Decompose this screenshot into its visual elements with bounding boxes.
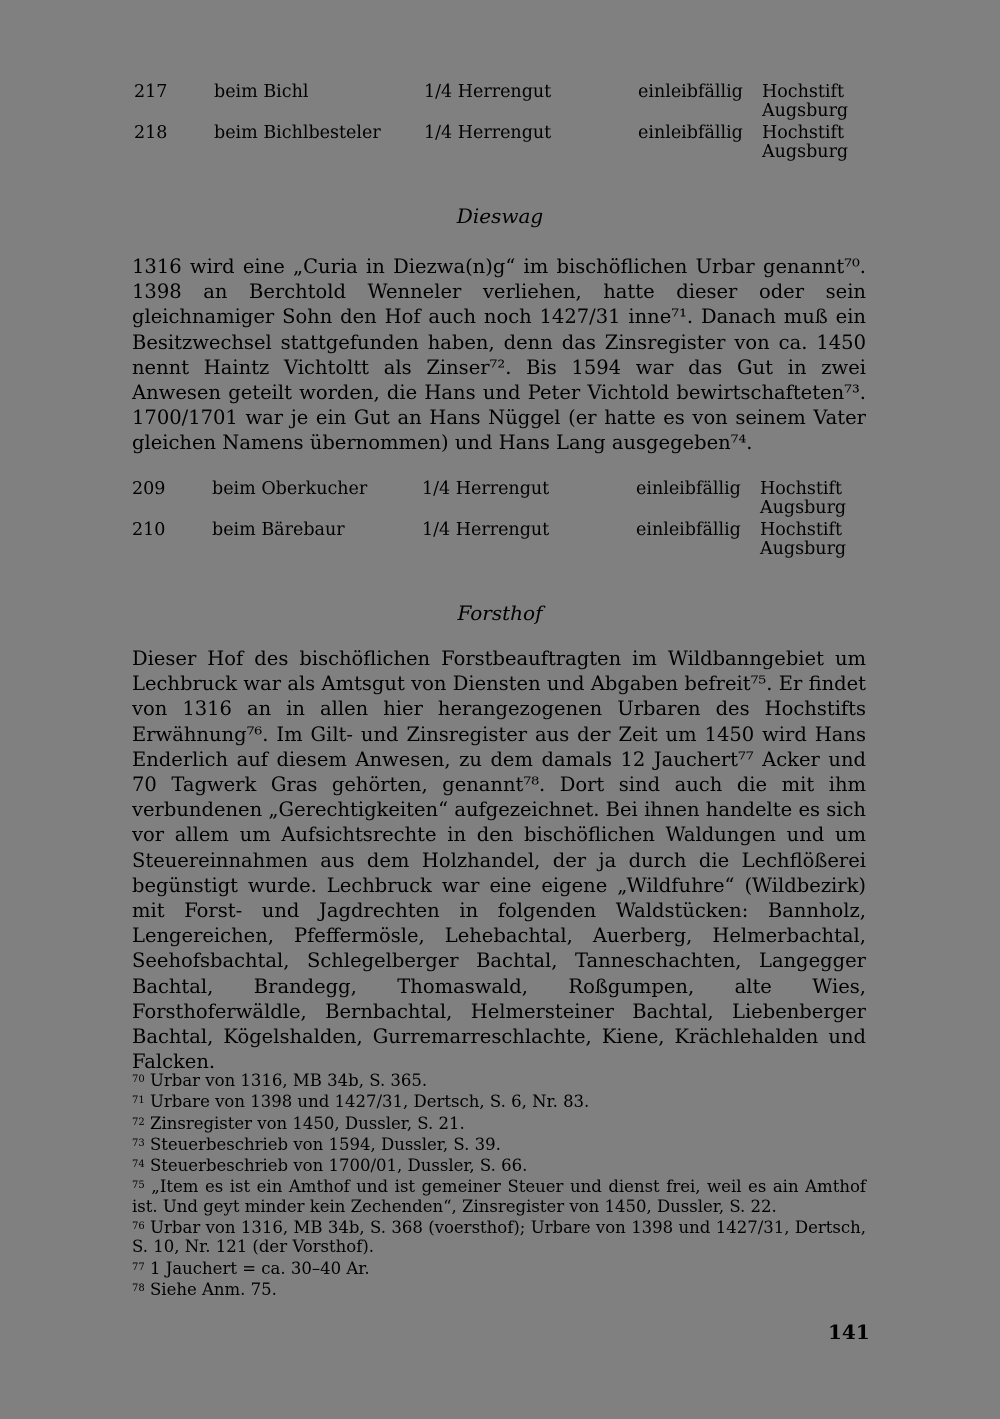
holding-tenure: einleibfällig xyxy=(638,123,743,143)
holding-size: 1/4 Herrengut xyxy=(424,82,552,102)
footnote: $^{71}$ Urbare von 1398 und 1427/31, Dertsch, S. 6, Nr. 83. xyxy=(132,1092,590,1112)
section-heading: Forsthof xyxy=(457,601,543,625)
holding-owner-cont: Augsburg xyxy=(762,142,849,162)
holding-owner: Hochstift xyxy=(762,82,844,102)
holding-name: beim Bichlbesteler xyxy=(214,123,381,143)
holding-number: 217 xyxy=(134,82,168,102)
footnote: $^{74}$ Steuerbeschrieb von 1700/01, Dussler, S. 66. xyxy=(132,1156,528,1176)
table-row xyxy=(134,123,864,163)
table-row xyxy=(132,520,862,560)
footnote: $^{77}$ 1 Jauchert = ca. 30–40 Ar. xyxy=(132,1258,370,1278)
table-row xyxy=(134,82,864,122)
holding-name: beim Bichl xyxy=(214,82,309,102)
body-paragraph: Dieser Hof des bischöflichen Forstbeauftragten im Wildbanngebiet um Lechbruck war als Amtsgut von Diensten und Abgaben befreit⁷⁵. Er findet von 1316 an in allen hier herangezogenen Urbaren des Hochstifts Erwähnung⁷⁶. Im Gilt- und Zinsregister aus der Zeit um 1450 wird Hans Enderlich auf diesem Anwesen, zu dem damals 12 Jauchert⁷⁷ Acker und 70 Tagwerk Gras gehörten, genannt⁷⁸. Dort sind auch die mit ihm verbundenen „Gerechtigkeiten“ aufgezeichnet. Bei ihnen handelte es sich vor allem um Aufsichtsrechte in den bischöflichen Waldungen und um Steuereinnahmen aus dem Holzhandel, der ja durch die Lechflößerei begünstigt wurde. Lechbruck war eine eigene „Wildfuhre“ (Wildbezirk) mit Forst- und Jagdrechten in folgenden Waldstücken: Bannholz, Lengereichen, Pfeffermösle, Lehebachtal, Auerberg, Helmerbachtal, Seehofsbachtal, Schlegelberger Bachtal, Tanneschachten, Langegger Bachtal, Brandegg, Thomaswald, Roßgumpen, alte Wies, Forsthoferwäldle, Bernbachtal, Helmersteiner Bachtal, Liebenberger Bachtal, Kögelshalden, Gurremarreschlachte, Kiene, Krächlehalden und Falcken. xyxy=(132,647,866,1074)
holding-size: 1/4 Herrengut xyxy=(422,520,550,540)
holding-owner-cont: Augsburg xyxy=(760,539,847,559)
footnote: $^{72}$ Zinsregister von 1450, Dussler, S. 21. xyxy=(132,1113,465,1133)
holding-owner: Hochstift xyxy=(762,123,844,143)
footnote: $^{70}$ Urbar von 1316, MB 34b, S. 365. xyxy=(132,1071,428,1090)
footnote: $^{78}$ Siehe Anm. 75. xyxy=(132,1279,277,1299)
holding-owner: Hochstift xyxy=(760,479,842,499)
footnote: $^{76}$ Urbar von 1316, MB 34b, S. 368 (voersthof); Urbare von 1398 und 1427/31, Dertsch, S. 10, Nr. 121 (der Vorsthof). xyxy=(132,1218,867,1257)
holding-owner-cont: Augsburg xyxy=(762,101,849,121)
section-heading: Dieswag xyxy=(456,204,544,228)
holding-tenure: einleibfällig xyxy=(638,82,743,102)
footnote: $^{75}$ „Item es ist ein Amthof und ist gemeiner Steuer und dienst frei, weil es ain Amthof ist. Und geyt minder kein Zechenden“, Zinsregister von 1450, Dussler, S. 22. xyxy=(132,1177,866,1216)
footnotes xyxy=(132,1071,866,1301)
footnote: $^{73}$ Steuerbeschrieb von 1594, Dussler, S. 39. xyxy=(132,1134,501,1154)
holding-number: 209 xyxy=(132,479,166,499)
holding-size: 1/4 Herrengut xyxy=(424,123,552,143)
holding-number: 210 xyxy=(132,520,166,540)
holding-number: 218 xyxy=(134,123,168,143)
holding-name: beim Oberkucher xyxy=(212,479,368,499)
holding-owner: Hochstift xyxy=(760,520,842,540)
holding-tenure: einleibfällig xyxy=(636,520,741,540)
holding-owner-cont: Augsburg xyxy=(760,498,847,518)
table-row xyxy=(132,479,862,519)
page-number: 141 xyxy=(828,1320,870,1344)
holding-tenure: einleibfällig xyxy=(636,479,741,499)
body-paragraph: 1316 wird eine „Curia in Diezwa(n)g“ im bischöflichen Urbar genannt⁷⁰. 1398 an Berchtold Wenneler verliehen, hatte dieser oder sein gleichnamiger Sohn den Hof auch noch 1427/31 inne⁷¹. Danach muß ein Besitzwechsel stattgefunden haben, denn das Zinsregister von ca. 1450 nennt Haintz Vichtoltt als Zinser⁷². Bis 1594 war das Gut in zwei Anwesen geteilt worden, die Hans und Peter Vichtold bewirtschafteten⁷³. 1700/1701 war je ein Gut an Hans Nüggel (er hatte es von seinem Vater gleichen Namens übernommen) und Hans Lang ausgegeben⁷⁴. xyxy=(132,255,866,455)
holding-size: 1/4 Herrengut xyxy=(422,479,550,499)
holding-name: beim Bärebaur xyxy=(212,520,345,540)
